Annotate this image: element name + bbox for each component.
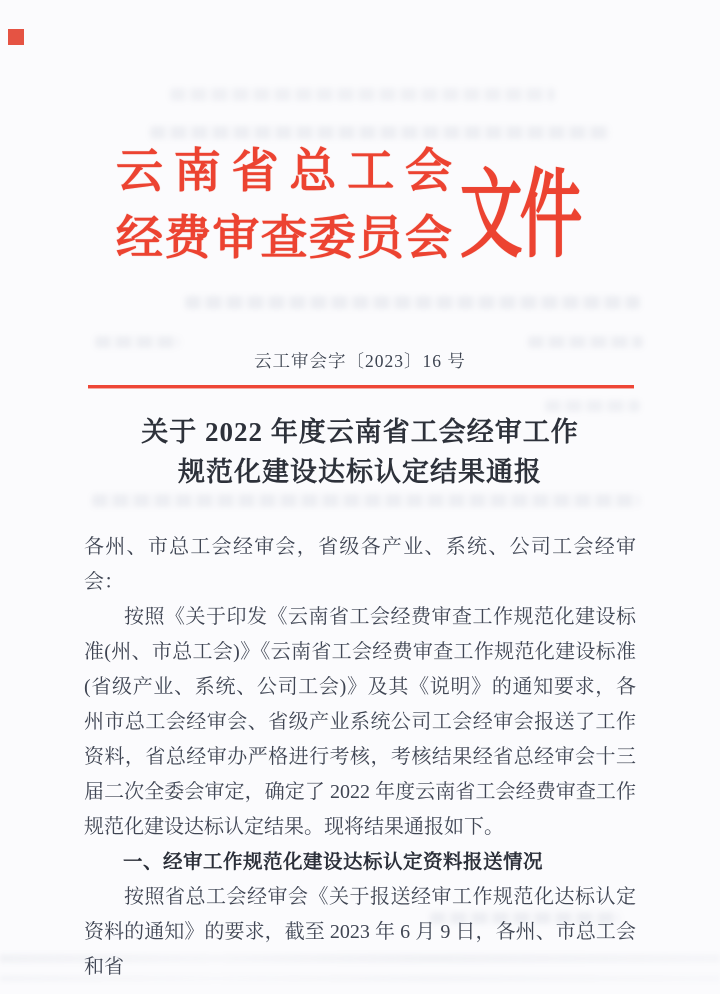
letterhead-char: 会 [404,146,452,198]
bleed-through-smudge [170,88,555,101]
letterhead-char: 省 [231,146,279,198]
bleed-through-smudge [92,494,640,507]
letterhead-char: 工 [347,146,395,198]
salutation: 各州、市总工会经审会，省级各产业、系统、公司工会经审会： [84,536,636,593]
document-title-line1: 关于 2022 年度云南省工会经审工作 [141,417,579,447]
letterhead-char: 会 [404,213,452,265]
letterhead-char: 员 [356,213,404,265]
document-title [0,412,720,492]
letterhead-char: 审 [212,213,260,265]
letterhead-red-rule [88,385,634,388]
letterhead-org-line2 [116,213,452,265]
bleed-through-smudge [185,296,640,309]
bleed-through-smudge [545,400,640,412]
document-body [84,530,636,985]
document-title-line2: 规范化建设达标认定结果通报 [178,457,542,487]
letterhead-char: 经 [116,213,163,265]
letterhead-char: 委 [308,213,356,265]
letterhead-org-name [116,146,452,265]
letterhead-char: 总 [289,146,337,198]
letterhead-org-line1 [116,146,452,198]
scan-artifact-red-mark [8,29,24,45]
letterhead-char: 南 [173,146,221,198]
bleed-through-smudge [528,336,643,348]
document-number: 云工审会字〔2023〕16 号 [254,351,466,371]
section-1-heading: 一、经审工作规范化建设达标认定资料报送情况 [123,851,544,873]
body-paragraph-2: 按照省总工会经审会《关于报送经审工作规范化达标认定资料的通知》的要求，截至 2023 年 6 月 9 日，各州、市总工会和省 [84,886,636,978]
letterhead-char: 费 [164,213,212,265]
bleed-through-smudge [150,126,610,139]
letterhead-doc-type-label: 文件 [460,162,580,269]
letterhead-char: 查 [260,213,308,265]
bleed-through-smudge [95,336,180,348]
body-paragraph-1: 按照《关于印发《云南省工会经费审查工作规范化建设标准(州、市总工会)》《云南省工会经费审查工作规范化建设标准(省级产业、系统、公司工会)》及其《说明》的通知要求，各州市总工会经审会、省级产业系统公司工会经审会报送了工作资料，省总经审办严格进行考核，考核结果经省总经审会十三届二次全委会审定，确定了 2022 年度云南省工会经费审查工作规范化建设达标认定结果。现将结果通报如下。 [84,606,636,838]
letterhead-char: 云 [116,146,163,198]
